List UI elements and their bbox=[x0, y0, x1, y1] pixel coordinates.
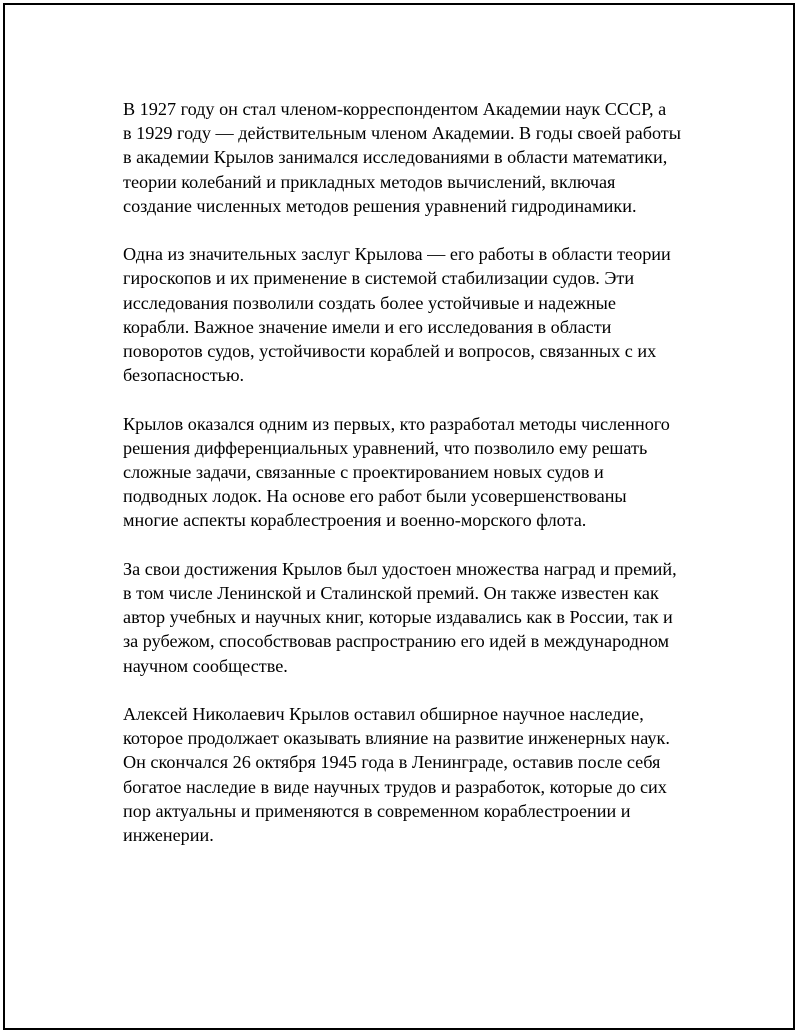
text-line: создание численных методов решения уравнений гидродинамики. bbox=[123, 195, 637, 216]
text-line: решения дифференциальных уравнений, что позволило ему решать bbox=[123, 437, 648, 458]
text-line: подводных лодок. На основе его работ были усовершенствованы bbox=[123, 486, 627, 507]
text-line: сложные задачи, связанные с проектированием новых судов и bbox=[123, 462, 604, 483]
text-line: исследования позволили создать более устойчивые и надежные bbox=[123, 292, 616, 313]
paragraph-1 bbox=[123, 97, 708, 218]
page-frame bbox=[3, 3, 795, 1030]
text-line: Одна из значительных заслуг Крылова — его работы в области теории bbox=[123, 244, 671, 265]
paragraph-2 bbox=[123, 242, 708, 387]
text-line: Крылов оказался одним из первых, кто разработал методы численного bbox=[123, 413, 670, 434]
text-line: За свои достижения Крылов был удостоен множества наград и премий, bbox=[123, 558, 677, 579]
text-line: многие аспекты кораблестроения и военно-морского флота. bbox=[123, 510, 587, 531]
text-line: богатое наследие в виде научных трудов и разработок, которые до сих bbox=[123, 776, 667, 797]
text-line: В 1927 году он стал членом-корреспондентом Академии наук СССР, а bbox=[123, 99, 667, 119]
text-line: в академии Крылов занимался исследованиями в области математики, bbox=[123, 147, 668, 168]
document-body bbox=[123, 97, 708, 847]
text-line: в том числе Ленинской и Сталинской премий. Он также известен как bbox=[123, 583, 659, 604]
text-line: автор учебных и научных книг, которые издавались как в России, так и bbox=[123, 607, 673, 628]
paragraph-3 bbox=[123, 412, 708, 533]
text-line: которое продолжает оказывать влияние на развитие инженерных наук. bbox=[123, 728, 670, 749]
text-line: корабли. Важное значение имели и его исследования в области bbox=[123, 316, 612, 337]
text-line: за рубежом, способствовав распространию его идей в международном bbox=[123, 631, 669, 652]
text-line: научном сообществе. bbox=[123, 655, 288, 676]
text-line: в 1929 году — действительным членом Академии. В годы своей работы bbox=[123, 123, 681, 144]
text-line: инженерии. bbox=[123, 825, 214, 846]
text-line: гироскопов и их применение в системой стабилизации судов. Эти bbox=[123, 268, 635, 289]
text-line: безопасностью. bbox=[123, 365, 245, 386]
text-line: поворотов судов, устойчивости кораблей и вопросов, связанных с их bbox=[123, 341, 657, 362]
paragraph-4 bbox=[123, 557, 708, 678]
paragraph-5 bbox=[123, 702, 708, 847]
text-line: Он скончался 26 октября 1945 года в Ленинграде, оставив после себя bbox=[123, 752, 661, 773]
text-line: пор актуальны и применяются в современном кораблестроении и bbox=[123, 800, 631, 821]
text-line: Алексей Николаевич Крылов оставил обширное научное наследие, bbox=[123, 704, 644, 725]
text-line: теории колебаний и прикладных методов вычислений, включая bbox=[123, 171, 616, 192]
